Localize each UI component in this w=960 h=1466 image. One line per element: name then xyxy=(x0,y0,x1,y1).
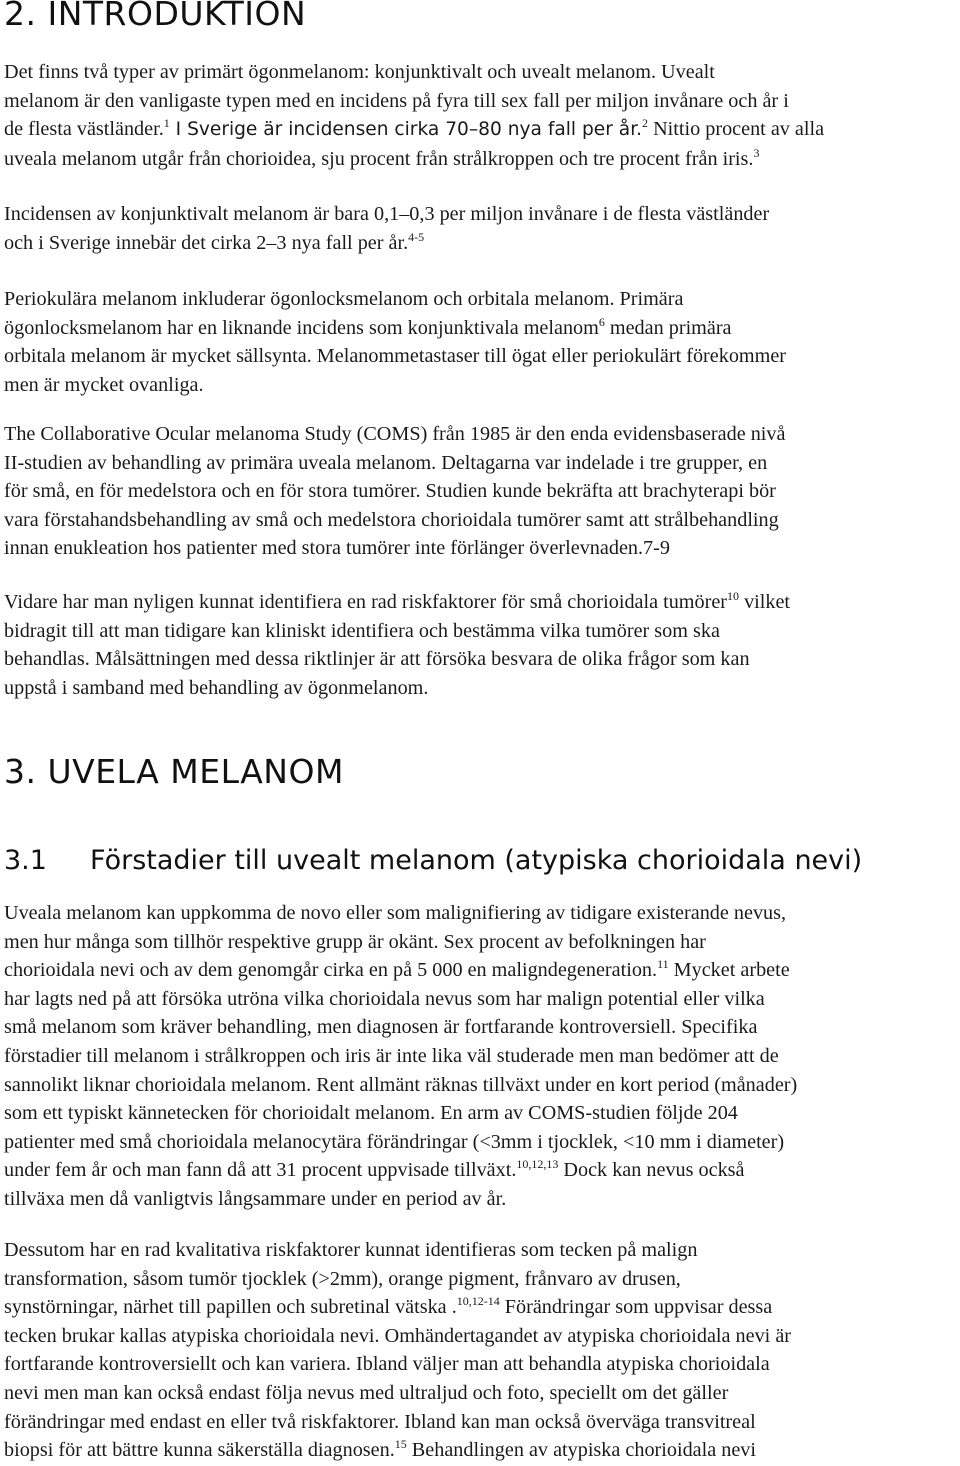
footnote-reference: 4-5 xyxy=(408,229,425,244)
text-line xyxy=(4,200,956,229)
text-run: II-studien av behandling av primära uveala melanom. Deltagarna var indelade i tre grupper, en xyxy=(4,451,768,474)
text-line xyxy=(4,645,956,674)
text-line xyxy=(4,1128,956,1157)
text-run: har lagts ned på att försöka utröna vilka chorioidala nevus som har malign potential eller vilka xyxy=(4,987,765,1010)
text-line xyxy=(4,371,956,400)
text-line xyxy=(4,928,956,957)
paragraph xyxy=(4,899,956,1214)
footnote-reference: 10,12,13 xyxy=(516,1157,559,1172)
text-line xyxy=(4,1185,956,1214)
text-line xyxy=(4,229,956,258)
text-run: medan primära xyxy=(604,316,732,339)
text-run: Det finns två typer av primärt ögonmelanom: konjunktivalt och uvealt melanom. Uvealt xyxy=(4,61,715,83)
text-run: synstörningar, närhet till papillen och subretinal vätska . xyxy=(4,1296,457,1319)
text-line xyxy=(4,285,956,314)
footnote-reference: 10 xyxy=(727,589,740,603)
text-line xyxy=(4,1408,956,1437)
section-heading-introduktion: 2. INTRODUKTION xyxy=(4,0,307,33)
text-run: förändringar med endast en eller två riskfaktorer. Ibland kan man också överväga transvitreal xyxy=(4,1410,756,1433)
text-line xyxy=(4,145,956,174)
section-heading-uvela-melanom: 3. UVELA MELANOM xyxy=(4,752,344,791)
text-run: uppstå i samband med behandling av ögonmelanom. xyxy=(4,676,429,699)
text-line xyxy=(4,449,956,478)
text-run: Incidensen av konjunktivalt melanom är bara 0,1–0,3 per miljon invånare i de flesta västländer xyxy=(4,203,770,225)
text-run: ögonlocksmelanom har en liknande incidens som konjunktivala melanom xyxy=(4,316,599,339)
text-line xyxy=(4,506,956,535)
text-run: små melanom som kräver behandling, men diagnosen är fortfarande kontroversiell. Specifika xyxy=(4,1016,758,1039)
text-run: melanom är den vanligaste typen med en incidens på fyra till sex fall per miljon invånare och år i xyxy=(4,89,789,112)
text-line xyxy=(4,1236,956,1265)
text-run: Behandlingen av atypiska chorioidala nevi xyxy=(406,1439,756,1462)
footnote-reference: 15 xyxy=(394,1437,407,1452)
paragraph xyxy=(4,58,956,173)
footnote-reference: 2 xyxy=(642,116,649,131)
text-run: bidragit till att man tidigare kan kliniskt identifiera och bestämma vilka tumörer som ska xyxy=(4,619,720,642)
text-run: transformation, såsom tumör tjocklek (>2mm), orange pigment, frånvaro av drusen, xyxy=(4,1267,681,1290)
text-run: I Sverige är incidensen cirka 70–80 nya fall per år. xyxy=(169,119,643,141)
text-line xyxy=(4,1156,956,1185)
text-run: vilket xyxy=(739,591,791,613)
paragraph xyxy=(4,285,956,399)
footnote-reference: 3 xyxy=(753,145,760,160)
paragraph xyxy=(4,1236,956,1465)
subsection-number: 3.1 xyxy=(4,845,47,876)
paragraph xyxy=(4,200,956,257)
text-run: Dock kan nevus också xyxy=(558,1159,745,1182)
text-line xyxy=(4,617,956,646)
text-line xyxy=(4,534,956,563)
text-line xyxy=(4,87,956,116)
text-run: patienter med små chorioidala melanocytära förändringar (<3mm i tjocklek, <10 mm i diameter) xyxy=(4,1130,785,1153)
text-line xyxy=(4,588,956,617)
text-run: nevi men man kan också endast följa nevus med ultraljud och foto, speciellt om det gäller xyxy=(4,1381,729,1404)
text-run: men hur många som tillhör respektive grupp är okänt. Sex procent av befolkningen har xyxy=(4,930,706,953)
footnote-reference: 10,12-14 xyxy=(456,1294,500,1309)
text-run: uveala melanom utgår från chorioidea, sju procent från strålkroppen och tre procent från iris. xyxy=(4,147,754,170)
text-run: de flesta västländer. xyxy=(4,118,164,141)
text-run: Mycket arbete xyxy=(668,959,790,982)
text-run: Nittio procent av alla xyxy=(648,118,825,141)
text-line xyxy=(4,477,956,506)
text-line xyxy=(4,1071,956,1100)
footnote-reference: 11 xyxy=(657,957,669,972)
text-line xyxy=(4,342,956,371)
text-run: fortfarande kontroversiellt och kan variera. Ibland väljer man att behandla atypiska chorioidala xyxy=(4,1353,770,1376)
text-line xyxy=(4,1042,956,1071)
text-run: Periokulära melanom inkluderar ögonlocksmelanom och orbitala melanom. Primära xyxy=(4,288,684,310)
text-line xyxy=(4,420,956,449)
text-run: Dessutom har en rad kvalitativa riskfaktorer kunnat identifieras som tecken på malign xyxy=(4,1239,698,1261)
text-run: The Collaborative Ocular melanoma Study (COMS) från 1985 är den enda evidensbaserade nivå xyxy=(4,423,786,445)
text-run: som ett typiskt kännetecken för chorioidalt melanom. En arm av COMS-studien följde 204 xyxy=(4,1102,738,1125)
text-run: orbitala melanom är mycket sällsynta. Melanommetastaser till ögat eller periokulärt förekommer xyxy=(4,345,786,368)
text-line xyxy=(4,58,956,87)
subsection-title: Förstadier till uvealt melanom (atypiska chorioidala nevi) xyxy=(90,845,863,876)
text-run: tecken brukar kallas atypiska chorioidala nevi. Omhändertagandet av atypiska chorioidala nevi är xyxy=(4,1324,792,1347)
text-line xyxy=(4,1265,956,1294)
text-run: Uveala melanom kan uppkomma de novo eller som malignifiering av tidigare existerande nevus, xyxy=(4,902,787,924)
text-run: Vidare har man nyligen kunnat identifiera en rad riskfaktorer för små chorioidala tumörer xyxy=(4,591,728,613)
text-run: men är mycket ovanliga. xyxy=(4,373,204,396)
text-line xyxy=(4,985,956,1014)
text-line xyxy=(4,674,956,703)
footnote-reference: 1 xyxy=(163,116,170,131)
text-line xyxy=(4,314,956,343)
text-line xyxy=(4,956,956,985)
text-run: Förändringar som uppvisar dessa xyxy=(499,1296,773,1319)
text-run: vara förstahandsbehandling av små och medelstora chorioidala tumörer samt att strålbehandling xyxy=(4,508,779,531)
text-line xyxy=(4,1350,956,1379)
text-run: och i Sverige innebär det cirka 2–3 nya fall per år. xyxy=(4,231,409,254)
text-run: förstadier till melanom i strålkroppen och iris är inte lika väl studerade men man bedömer att de xyxy=(4,1044,779,1067)
subsection-heading xyxy=(4,843,862,879)
text-run: tillväxa men då vanligtvis långsammare under en period av år. xyxy=(4,1187,507,1210)
text-line xyxy=(4,1379,956,1408)
paragraph xyxy=(4,420,956,563)
text-line xyxy=(4,899,956,928)
footnote-reference: 6 xyxy=(598,314,605,329)
text-run: innan enukleation hos patienter med stora tumörer inte förlänger överlevnaden.7-9 xyxy=(4,537,670,560)
paragraph xyxy=(4,588,956,702)
text-run: under fem år och man fann då att 31 procent uppvisade tillväxt. xyxy=(4,1159,517,1182)
text-run: för små, en för medelstora och en för stora tumörer. Studien kunde bekräfta att brachyterapi bör xyxy=(4,480,776,503)
text-run: biopsi för att bättre kunna säkerställa diagnosen. xyxy=(4,1439,395,1462)
text-run: chorioidala nevi och av dem genomgår cirka en på 5 000 en maligndegeneration. xyxy=(4,959,658,982)
text-run: behandlas. Målsättningen med dessa riktlinjer är att försöka besvara de olika frågor som kan xyxy=(4,648,750,671)
text-run: sannolikt liknar chorioidala melanom. Rent allmänt räknas tillväxt under en kort period (månader) xyxy=(4,1073,798,1096)
text-line xyxy=(4,1322,956,1351)
text-line xyxy=(4,1099,956,1128)
text-line xyxy=(4,1293,956,1322)
text-line xyxy=(4,1013,956,1042)
text-line xyxy=(4,115,956,145)
text-line xyxy=(4,1436,956,1465)
